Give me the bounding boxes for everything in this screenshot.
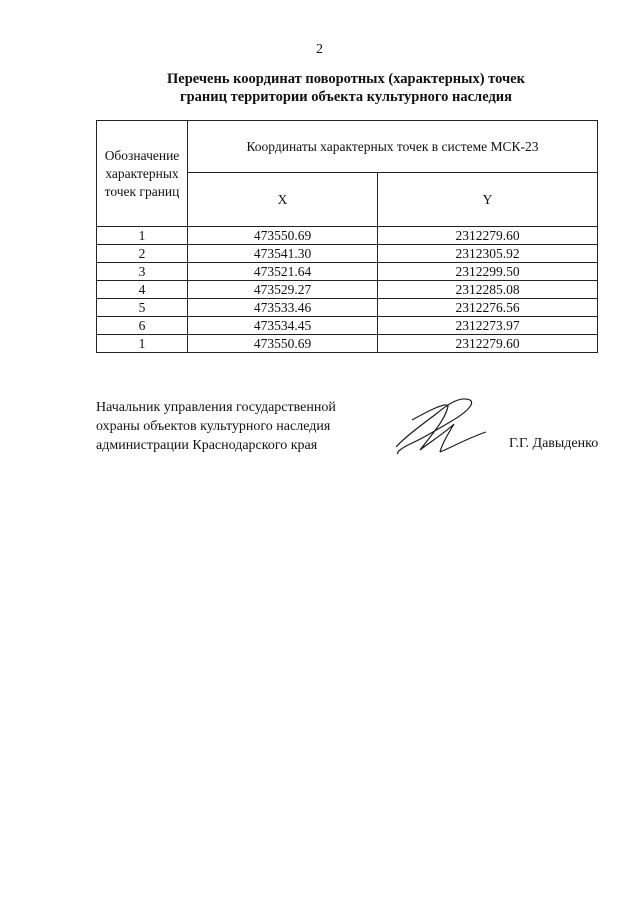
- point-number-cell: 3: [97, 263, 188, 281]
- y-coordinate-cell: 2312276.56: [378, 299, 598, 317]
- title-line-2: границ территории объекта культурного наследия: [180, 89, 512, 105]
- header-y: Y: [378, 173, 598, 227]
- table-row: [97, 299, 598, 317]
- x-coordinate-cell: 473521.64: [188, 263, 378, 281]
- x-coordinate-cell: 473534.45: [188, 317, 378, 335]
- handwritten-signature: [390, 392, 490, 457]
- y-coordinate-cell: 2312285.08: [378, 281, 598, 299]
- header-designation-line: точек границ: [104, 183, 180, 199]
- page-number: 2: [316, 42, 323, 57]
- point-number-cell: 2: [97, 245, 188, 263]
- table-row: [97, 245, 598, 263]
- point-number-cell: 4: [97, 281, 188, 299]
- x-coordinate-cell: 473541.30: [188, 245, 378, 263]
- point-number-cell: 1: [97, 335, 188, 353]
- y-coordinate-cell: 2312305.92: [378, 245, 598, 263]
- table-row: [97, 317, 598, 335]
- header-designation-line: характерных: [105, 165, 179, 181]
- table-body: [97, 227, 598, 353]
- table-row: [97, 263, 598, 281]
- title-line-1: Перечень координат поворотных (характерных) точек: [167, 71, 525, 87]
- point-number-cell: 5: [97, 299, 188, 317]
- signatory-position: [96, 398, 336, 455]
- point-number-cell: 1: [97, 227, 188, 245]
- document-title: [96, 70, 596, 106]
- position-line: администрации Краснодарского края: [96, 438, 318, 453]
- x-coordinate-cell: 473533.46: [188, 299, 378, 317]
- position-line: охраны объектов культурного наследия: [96, 419, 331, 434]
- coordinates-table: [96, 120, 598, 353]
- header-x: X: [188, 173, 378, 227]
- table-row: [97, 227, 598, 245]
- y-coordinate-cell: 2312279.60: [378, 227, 598, 245]
- table-row: [97, 281, 598, 299]
- position-line: Начальник управления государственной: [96, 400, 336, 415]
- x-coordinate-cell: 473550.69: [188, 227, 378, 245]
- y-coordinate-cell: 2312273.97: [378, 317, 598, 335]
- table-row: [97, 335, 598, 353]
- header-designation-line: Обозначение: [104, 147, 180, 163]
- signatory-name: Г.Г. Давыденко: [509, 436, 599, 451]
- header-coordinates: Координаты характерных точек в системе МСК-23: [188, 121, 598, 173]
- y-coordinate-cell: 2312279.60: [378, 335, 598, 353]
- x-coordinate-cell: 473529.27: [188, 281, 378, 299]
- header-designation: [97, 121, 188, 227]
- y-coordinate-cell: 2312299.50: [378, 263, 598, 281]
- point-number-cell: 6: [97, 317, 188, 335]
- x-coordinate-cell: 473550.69: [188, 335, 378, 353]
